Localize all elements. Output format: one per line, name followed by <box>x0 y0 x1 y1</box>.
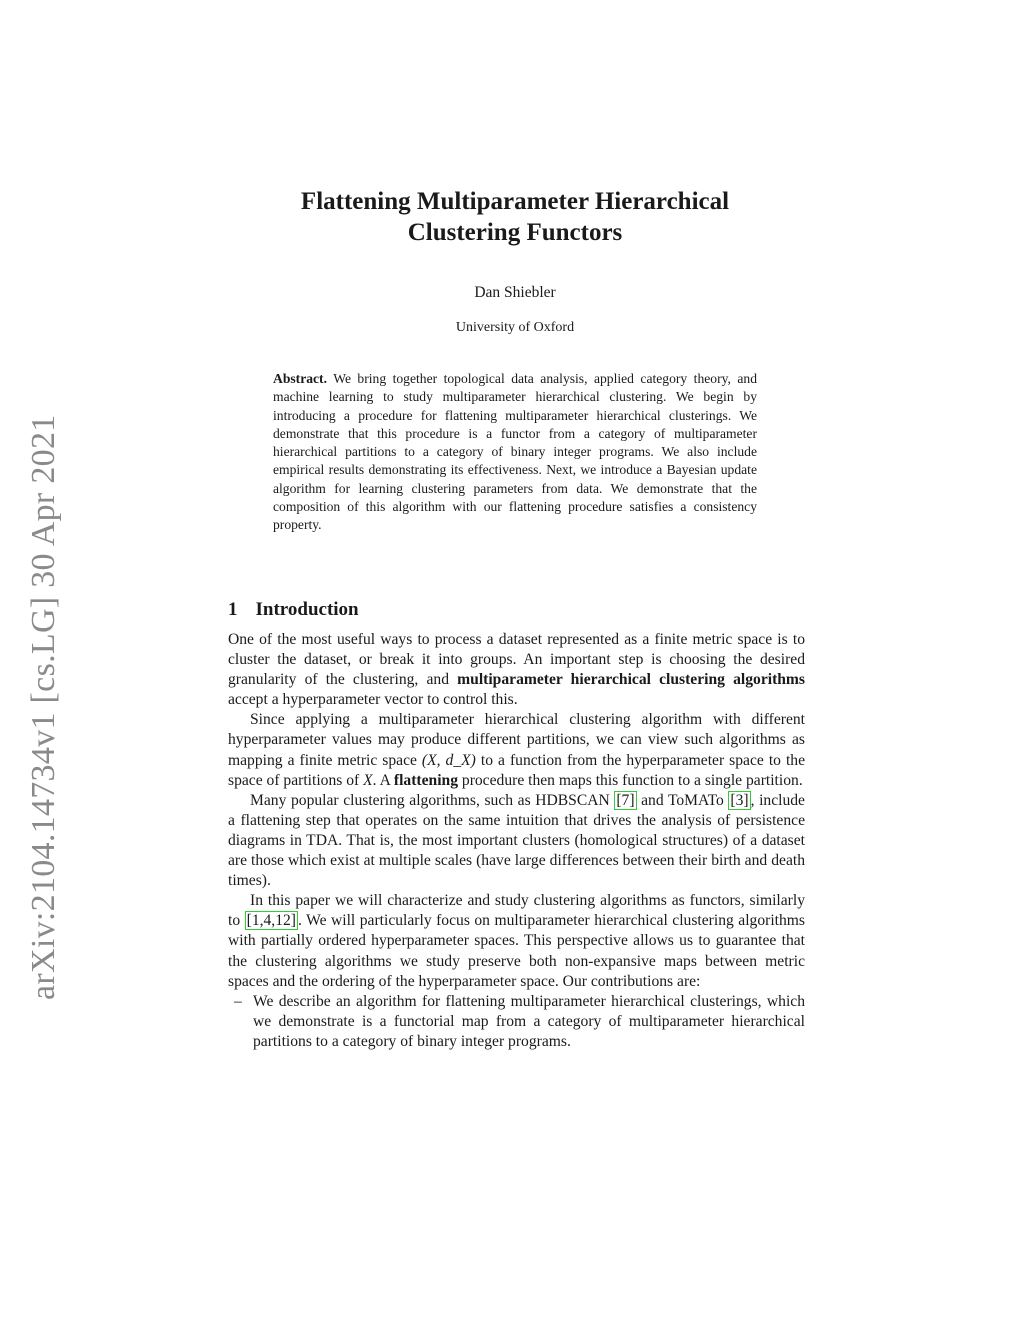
contributions-list <box>228 992 805 1052</box>
p2-text-a: Since applying a multiparameter hierarchical clustering algorithm with different hyperparameter values may produce different partitions, we can view such algorithms as mapping a finite metric space <box>228 711 805 769</box>
p2-bold-term: flattening <box>393 771 458 789</box>
abstract-text: We bring together topological data analysis, applied category theory, and machine learning to study multiparameter hierarchical clustering. We begin by introducing a procedure for flattening multiparameter hierarchical clusterings. We demonstrate that this procedure is a functor from a category of multiparameter hierarchical partitions to a category of binary integer programs. We also include empirical results demonstrating its effectiveness. Next, we introduce a Bayesian update algorithm for learning clustering parameters from data. We demonstrate that the composition of this algorithm with our flattening procedure satisfies a consistency property. <box>273 371 757 533</box>
section-number: 1 <box>228 599 238 620</box>
paragraph-4 <box>228 891 805 991</box>
citation-link-1-4-12[interactable]: [1,4,12] <box>246 912 296 930</box>
title-line-2: Clustering Functors <box>407 219 623 246</box>
p1-text-b: accept a hyperparameter vector to control this. <box>228 691 518 709</box>
paper-title <box>200 186 830 248</box>
section-title: Introduction <box>255 599 359 620</box>
p4-text-a: In this paper we will characterize and study clustering algorithms as functors, similarly to <box>228 892 805 930</box>
citation-link-3[interactable]: [3] <box>730 791 749 809</box>
p3-text-a: Many popular clustering algorithms, such as HDBSCAN <box>250 791 615 809</box>
p2-text-c: . A <box>372 771 394 789</box>
author-name: Dan Shiebler <box>474 284 556 301</box>
abstract <box>273 370 757 535</box>
p1-bold-term: multiparameter hierarchical clustering algorithms <box>457 671 805 689</box>
title-line-1: Flattening Multiparameter Hierarchical <box>300 188 730 215</box>
abstract-label: Abstract. <box>273 371 327 386</box>
list-dash-marker: – <box>234 992 242 1010</box>
paragraph-3 <box>228 791 805 891</box>
p3-text-c: , include a flattening step that operates on the same intuition that drives the analysis of persistence diagrams in TDA. That is, the most important clusters (homological structures) of a dataset are those which exist at multiple scales (have large differences between their birth and death times). <box>228 791 805 890</box>
citation-link-7[interactable]: [7] <box>616 791 635 809</box>
p2-text-b: to a function from the hyperparameter space to the space of partitions of <box>228 751 806 789</box>
author-affiliation: University of Oxford <box>455 320 575 335</box>
paragraph-1 <box>228 630 805 710</box>
section-heading <box>228 599 359 621</box>
p2-math-metric-space: (X, d_X) <box>421 751 476 769</box>
p4-text-b: . We will particularly focus on multiparameter hierarchical clustering algorithms with partially ordered hyperparameter spaces. This perspective allows us to guarantee that the clustering algorithms we study preserve both non-expansive maps between metric spaces and the ordering of the hyperparameter space. Our contributions are: <box>228 912 805 990</box>
contribution-text: We describe an algorithm for flattening multiparameter hierarchical clusterings, which we demonstrate is a functorial map from a category of multiparameter hierarchical partitions to a category of binary integer programs. <box>253 992 805 1050</box>
arxiv-identifier-stamp: arXiv:2104.14734v1 [cs.LG] 30 Apr 2021 <box>25 414 62 1000</box>
paragraph-2 <box>228 710 805 790</box>
section-body <box>228 630 805 1052</box>
p2-text-d: procedure then maps this function to a single partition. <box>458 771 803 789</box>
list-item <box>228 992 805 1052</box>
p3-text-b: and ToMATo <box>636 791 729 809</box>
p2-math-x: X <box>363 771 373 789</box>
p1-text-a: One of the most useful ways to process a dataset represented as a finite metric space is to cluster the dataset, or break it into groups. An important step is choosing the desired granularity of the clustering, and <box>228 631 805 689</box>
